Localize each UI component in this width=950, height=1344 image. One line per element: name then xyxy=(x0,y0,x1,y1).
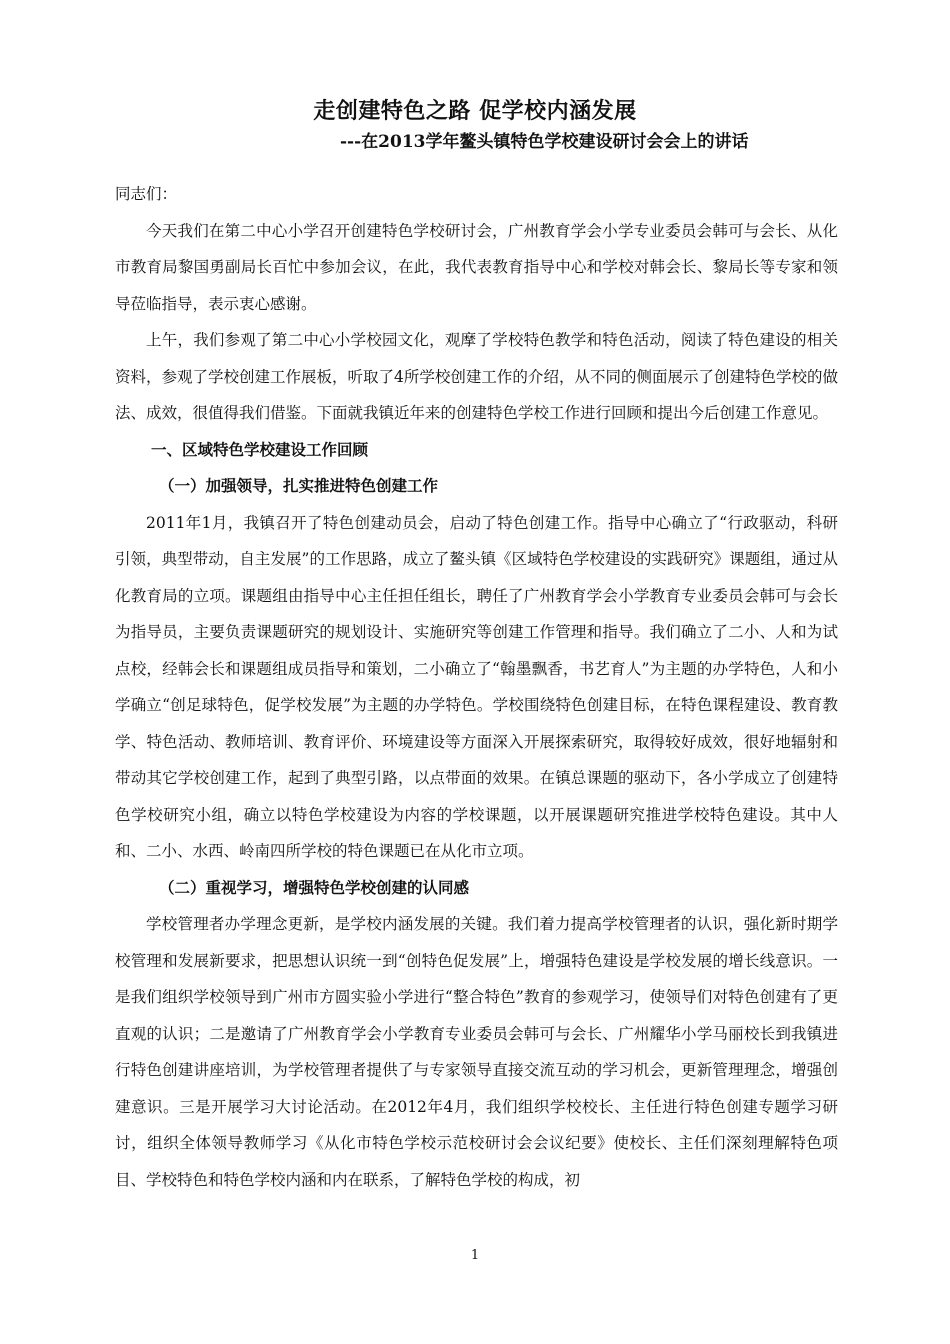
document-subtitle: ---在2013学年鳌头镇特色学校建设研讨会会上的讲话 xyxy=(340,132,749,152)
salutation: 同志们： xyxy=(115,185,178,203)
body-paragraph: 今天我们在第二中心小学召开创建特色学校研讨会，广州教育学会小学专业委员会韩可与会长、从化市教育局黎国勇副局长百忙中参加会议，在此，我代表教育指导中心和学校对韩会长、黎局长等专家和领导莅临指导，表示衷心感谢。 xyxy=(115,221,838,313)
page-number: 1 xyxy=(470,1248,480,1263)
body-paragraph: 上午，我们参观了第二中心小学校园文化，观摩了学校特色教学和特色活动，阅读了特色建设的相关资料，参观了学校创建工作展板，听取了4所学校创建工作的介绍，从不同的侧面展示了创建特色学校的做法、成效，很值得我们借鉴。下面就我镇近年来的创建特色学校工作进行回顾和提出今后创建工作意见。 xyxy=(115,331,838,422)
document-body xyxy=(115,176,838,1198)
body-paragraph: 学校管理者办学理念更新，是学校内涵发展的关键。我们着力提高学校管理者的认识，强化新时期学校管理和发展新要求，把思想认识统一到“创特色促发展”上，增强特色建设是学校发展的增长线意识。一是我们组织学校领导到广州市方圆实验小学进行“整合特色”教育的参观学习，使领导们对特色创建有了更直观的认识；二是邀请了广州教育学会小学教育专业委员会韩可与会长、广州耀华小学马丽校长到我镇进行特色创建讲座培训，为学校管理者提供了与专家领导直接交流互动的学习机会，更新管理理念，增强创建意识。三是开展学习大讨论活动。在2012年4月，我们组织学校校长、主任进行特色创建专题学习研讨，组织全体领导教师学习《从化市特色学校示范校研讨会会议纪要》使校长、主任们深刻理解特色项目、学校特色和特色学校内涵和内在联系，了解特色学校的构成，初 xyxy=(115,915,838,1189)
subsection-heading: （二）重视学习，增强特色学校创建的认同感 xyxy=(159,877,470,897)
body-paragraph: 2011年1月，我镇召开了特色创建动员会，启动了特色创建工作。指导中心确立了“行政驱动，科研引领，典型带动，自主发展”的工作思路，成立了鳌头镇《区域特色学校建设的实践研究》课题组，通过从化教育局的立项。课题组由指导中心主任担任组长，聘任了广州教育学会小学教育专业委员会韩可与会长为指导员，主要负责课题研究的规划设计、实施研究等创建工作管理和指导。我们确立了二小、人和为试点校，经韩会长和课题组成员指导和策划，二小确立了“翰墨飘香，书艺育人”为主题的办学特色，人和小学确立“创足球特色，促学校发展”为主题的办学特色。学校围绕特色创建目标，在特色课程建设、教育教学、特色活动、教师培训、教育评价、环境建设等方面深入开展探索研究，取得较好成效，很好地辐射和带动其它学校创建工作，起到了典型引路，以点带面的效果。在镇总课题的驱动下，各小学成立了创建特色学校研究小组，确立以特色学校建设为内容的学校课题，以开展课题研究推进学校特色建设。其中人和、二小、水西、岭南四所学校的特色课题已在从化市立项。 xyxy=(115,513,838,860)
subsection-heading: （一）加强领导，扎实推进特色创建工作 xyxy=(159,476,439,495)
section-heading: 一、区域特色学校建设工作回顾 xyxy=(151,439,369,459)
document-title: 走创建特色之路 促学校内涵发展 xyxy=(313,98,637,124)
